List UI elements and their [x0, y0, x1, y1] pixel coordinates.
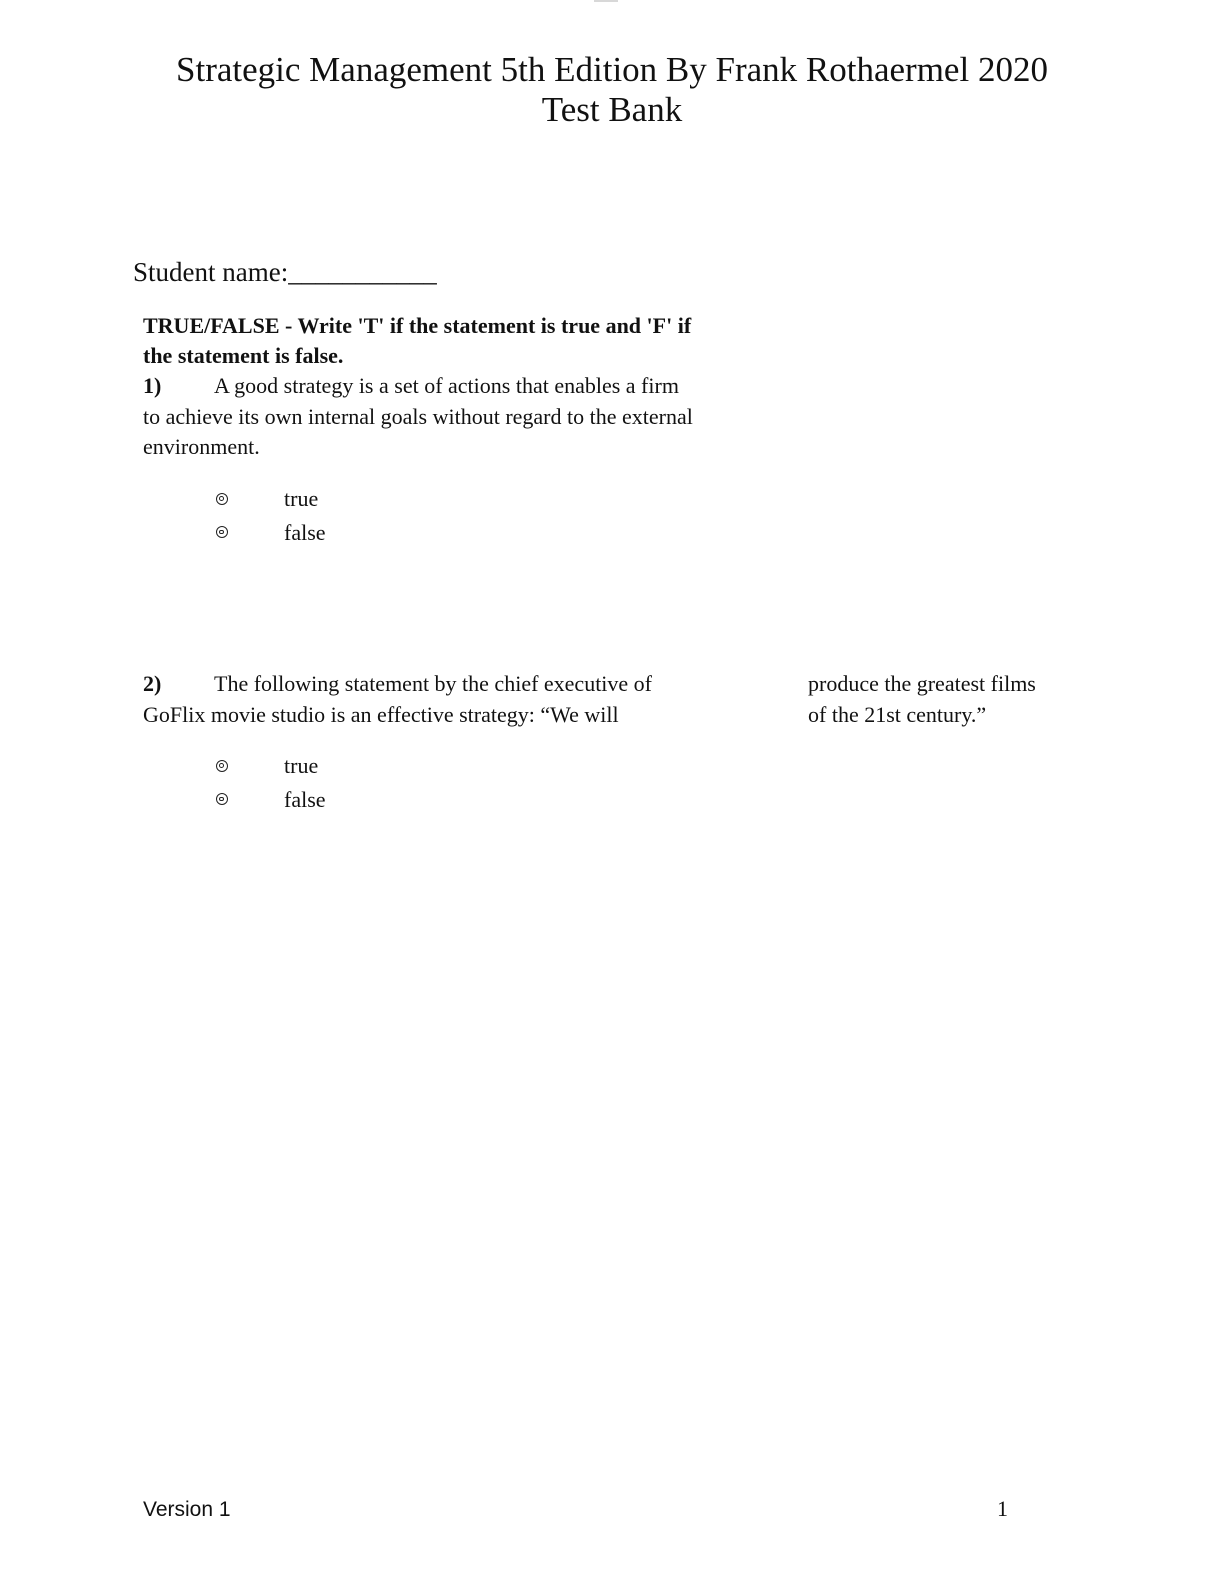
question-1	[143, 371, 753, 463]
instructions-line-2: the statement is false.	[143, 343, 344, 368]
radio-circle-icon[interactable]	[216, 793, 228, 805]
page-title	[0, 50, 1224, 130]
question-2-options	[214, 749, 326, 816]
question-1-options	[214, 482, 326, 549]
option-false[interactable]	[214, 516, 326, 550]
option-true[interactable]	[214, 749, 326, 783]
page-number: 1	[997, 1496, 1008, 1521]
student-name-field: Student name:___________	[133, 257, 437, 287]
option-label: false	[284, 519, 326, 545]
option-label: false	[284, 786, 326, 812]
question-text-line: produce the greatest films	[808, 671, 1036, 696]
radio-circle-icon[interactable]	[216, 493, 228, 505]
question-number: 1)	[143, 373, 162, 398]
question-text-line: of the 21st century.”	[808, 701, 987, 727]
question-number: 2)	[143, 671, 162, 696]
option-label: true	[284, 753, 319, 778]
question-2	[143, 669, 763, 730]
instructions	[143, 311, 743, 371]
page-title-line-2: Test Bank	[541, 90, 683, 129]
radio-circle-icon[interactable]	[216, 760, 228, 772]
question-2-continuation	[808, 669, 1036, 730]
option-label: true	[284, 486, 319, 511]
option-false[interactable]	[214, 783, 326, 817]
instructions-line-1: TRUE/FALSE - Write 'T' if the statement is true and 'F' if	[143, 313, 692, 338]
question-text-line: The following statement by the chief executive of	[214, 671, 653, 696]
option-true[interactable]	[214, 482, 326, 516]
question-text-line: to achieve its own internal goals without regard to the external	[143, 403, 693, 429]
page-top-mark	[594, 0, 618, 2]
radio-circle-icon[interactable]	[216, 526, 228, 538]
page-title-line-1: Strategic Management 5th Edition By Frank Rothaermel 2020	[176, 50, 1048, 89]
question-text-line: GoFlix movie studio is an effective strategy: “We will	[143, 701, 619, 727]
question-text-line: A good strategy is a set of actions that enables a firm	[214, 373, 679, 398]
question-text-line: environment.	[143, 434, 260, 459]
footer-version: Version 1	[143, 1498, 231, 1521]
